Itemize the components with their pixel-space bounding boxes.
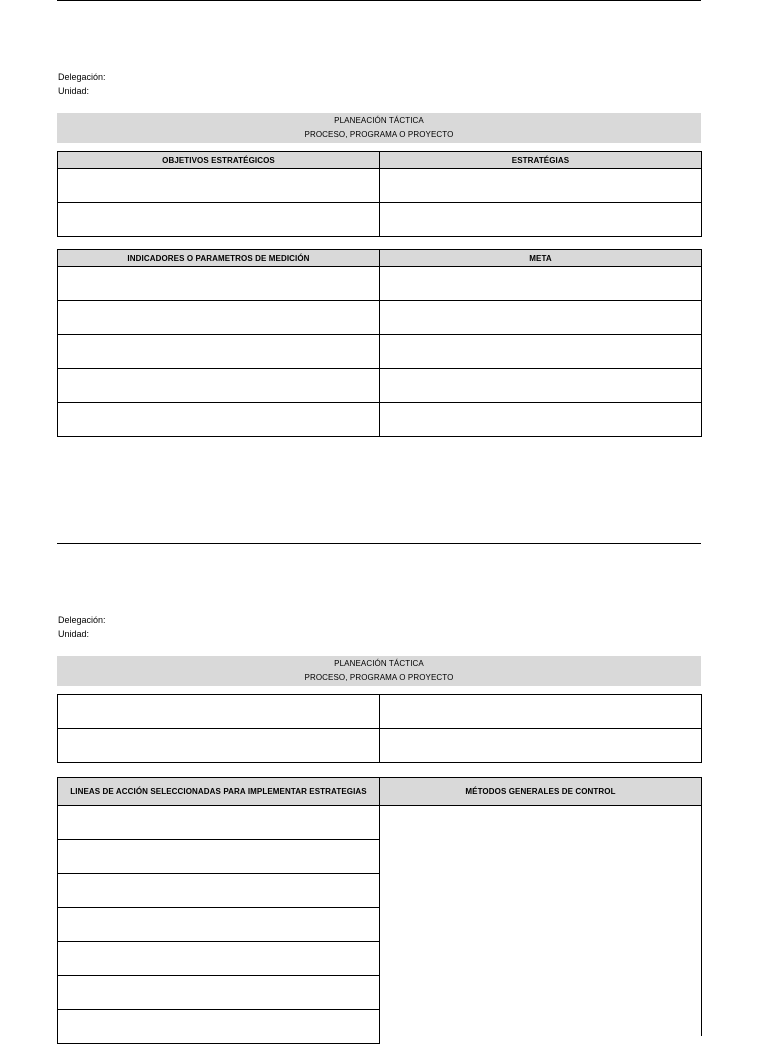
table-row[interactable] xyxy=(57,840,380,874)
table-cell[interactable] xyxy=(58,335,380,369)
table-cell[interactable] xyxy=(380,695,702,729)
table-cell[interactable] xyxy=(380,335,702,369)
table-cell[interactable] xyxy=(380,169,702,203)
planning-banner xyxy=(57,656,701,686)
indicators-goal-table xyxy=(57,249,702,437)
table-cell[interactable] xyxy=(58,369,380,403)
delegacion-label: Delegación: xyxy=(58,72,106,82)
table-header-row xyxy=(58,152,702,169)
column-header-meta: META xyxy=(380,250,702,267)
column-header-estrategias: ESTRATÉGIAS xyxy=(380,152,702,169)
banner-subtitle: PROCESO, PROGRAMA O PROYECTO xyxy=(304,130,454,139)
action-lines-column xyxy=(57,777,380,1044)
column-header-indicadores: INDICADORES O PARAMETROS DE MEDICIÓN xyxy=(58,250,380,267)
table-cell[interactable] xyxy=(380,369,702,403)
table-row xyxy=(58,301,702,335)
objectives-strategies-table xyxy=(57,151,702,237)
table-cell[interactable] xyxy=(380,301,702,335)
delegacion-label: Delegación: xyxy=(58,615,106,625)
page-separator-rule xyxy=(57,543,701,544)
column-header-metodos-de-control: MÉTODOS GENERALES DE CONTROL xyxy=(379,777,702,806)
table-row[interactable] xyxy=(57,1010,380,1044)
table-row xyxy=(58,267,702,301)
table-cell[interactable] xyxy=(380,403,702,437)
table-row[interactable] xyxy=(57,908,380,942)
table-row xyxy=(58,335,702,369)
control-methods-column xyxy=(379,777,702,1036)
table-row xyxy=(58,169,702,203)
planning-banner xyxy=(57,113,701,143)
table-row[interactable] xyxy=(57,874,380,908)
table-cell[interactable] xyxy=(380,203,702,237)
table-cell[interactable] xyxy=(58,267,380,301)
table-row xyxy=(58,369,702,403)
table-row[interactable] xyxy=(57,976,380,1010)
table-cell[interactable] xyxy=(58,695,380,729)
unidad-label: Unidad: xyxy=(58,629,90,639)
table-row[interactable] xyxy=(57,942,380,976)
column-header-objetivos: OBJETIVOS ESTRATÉGICOS xyxy=(58,152,380,169)
table-row xyxy=(58,403,702,437)
table-row xyxy=(58,729,702,763)
table-row[interactable] xyxy=(57,806,380,840)
table-cell[interactable] xyxy=(58,403,380,437)
table-row xyxy=(58,203,702,237)
control-methods-cell[interactable] xyxy=(379,806,702,1036)
banner-title: PLANEACIÓN TÁCTICA xyxy=(334,659,424,668)
table-cell[interactable] xyxy=(58,169,380,203)
table-cell[interactable] xyxy=(380,267,702,301)
unidad-label: Unidad: xyxy=(58,86,90,96)
continuation-table xyxy=(57,694,702,763)
banner-subtitle: PROCESO, PROGRAMA O PROYECTO xyxy=(304,673,454,682)
banner-title: PLANEACIÓN TÁCTICA xyxy=(334,116,424,125)
table-header-row xyxy=(58,250,702,267)
column-header-lineas-de-accion: LINEAS DE ACCIÓN SELECCIONADAS PARA IMPLEMENTAR ESTRATEGIAS xyxy=(57,777,380,806)
page-top-rule xyxy=(57,0,701,1)
table-row xyxy=(58,695,702,729)
table-cell[interactable] xyxy=(58,203,380,237)
table-cell[interactable] xyxy=(380,729,702,763)
action-lines-control-table xyxy=(57,777,702,1027)
table-cell[interactable] xyxy=(58,729,380,763)
table-cell[interactable] xyxy=(58,301,380,335)
